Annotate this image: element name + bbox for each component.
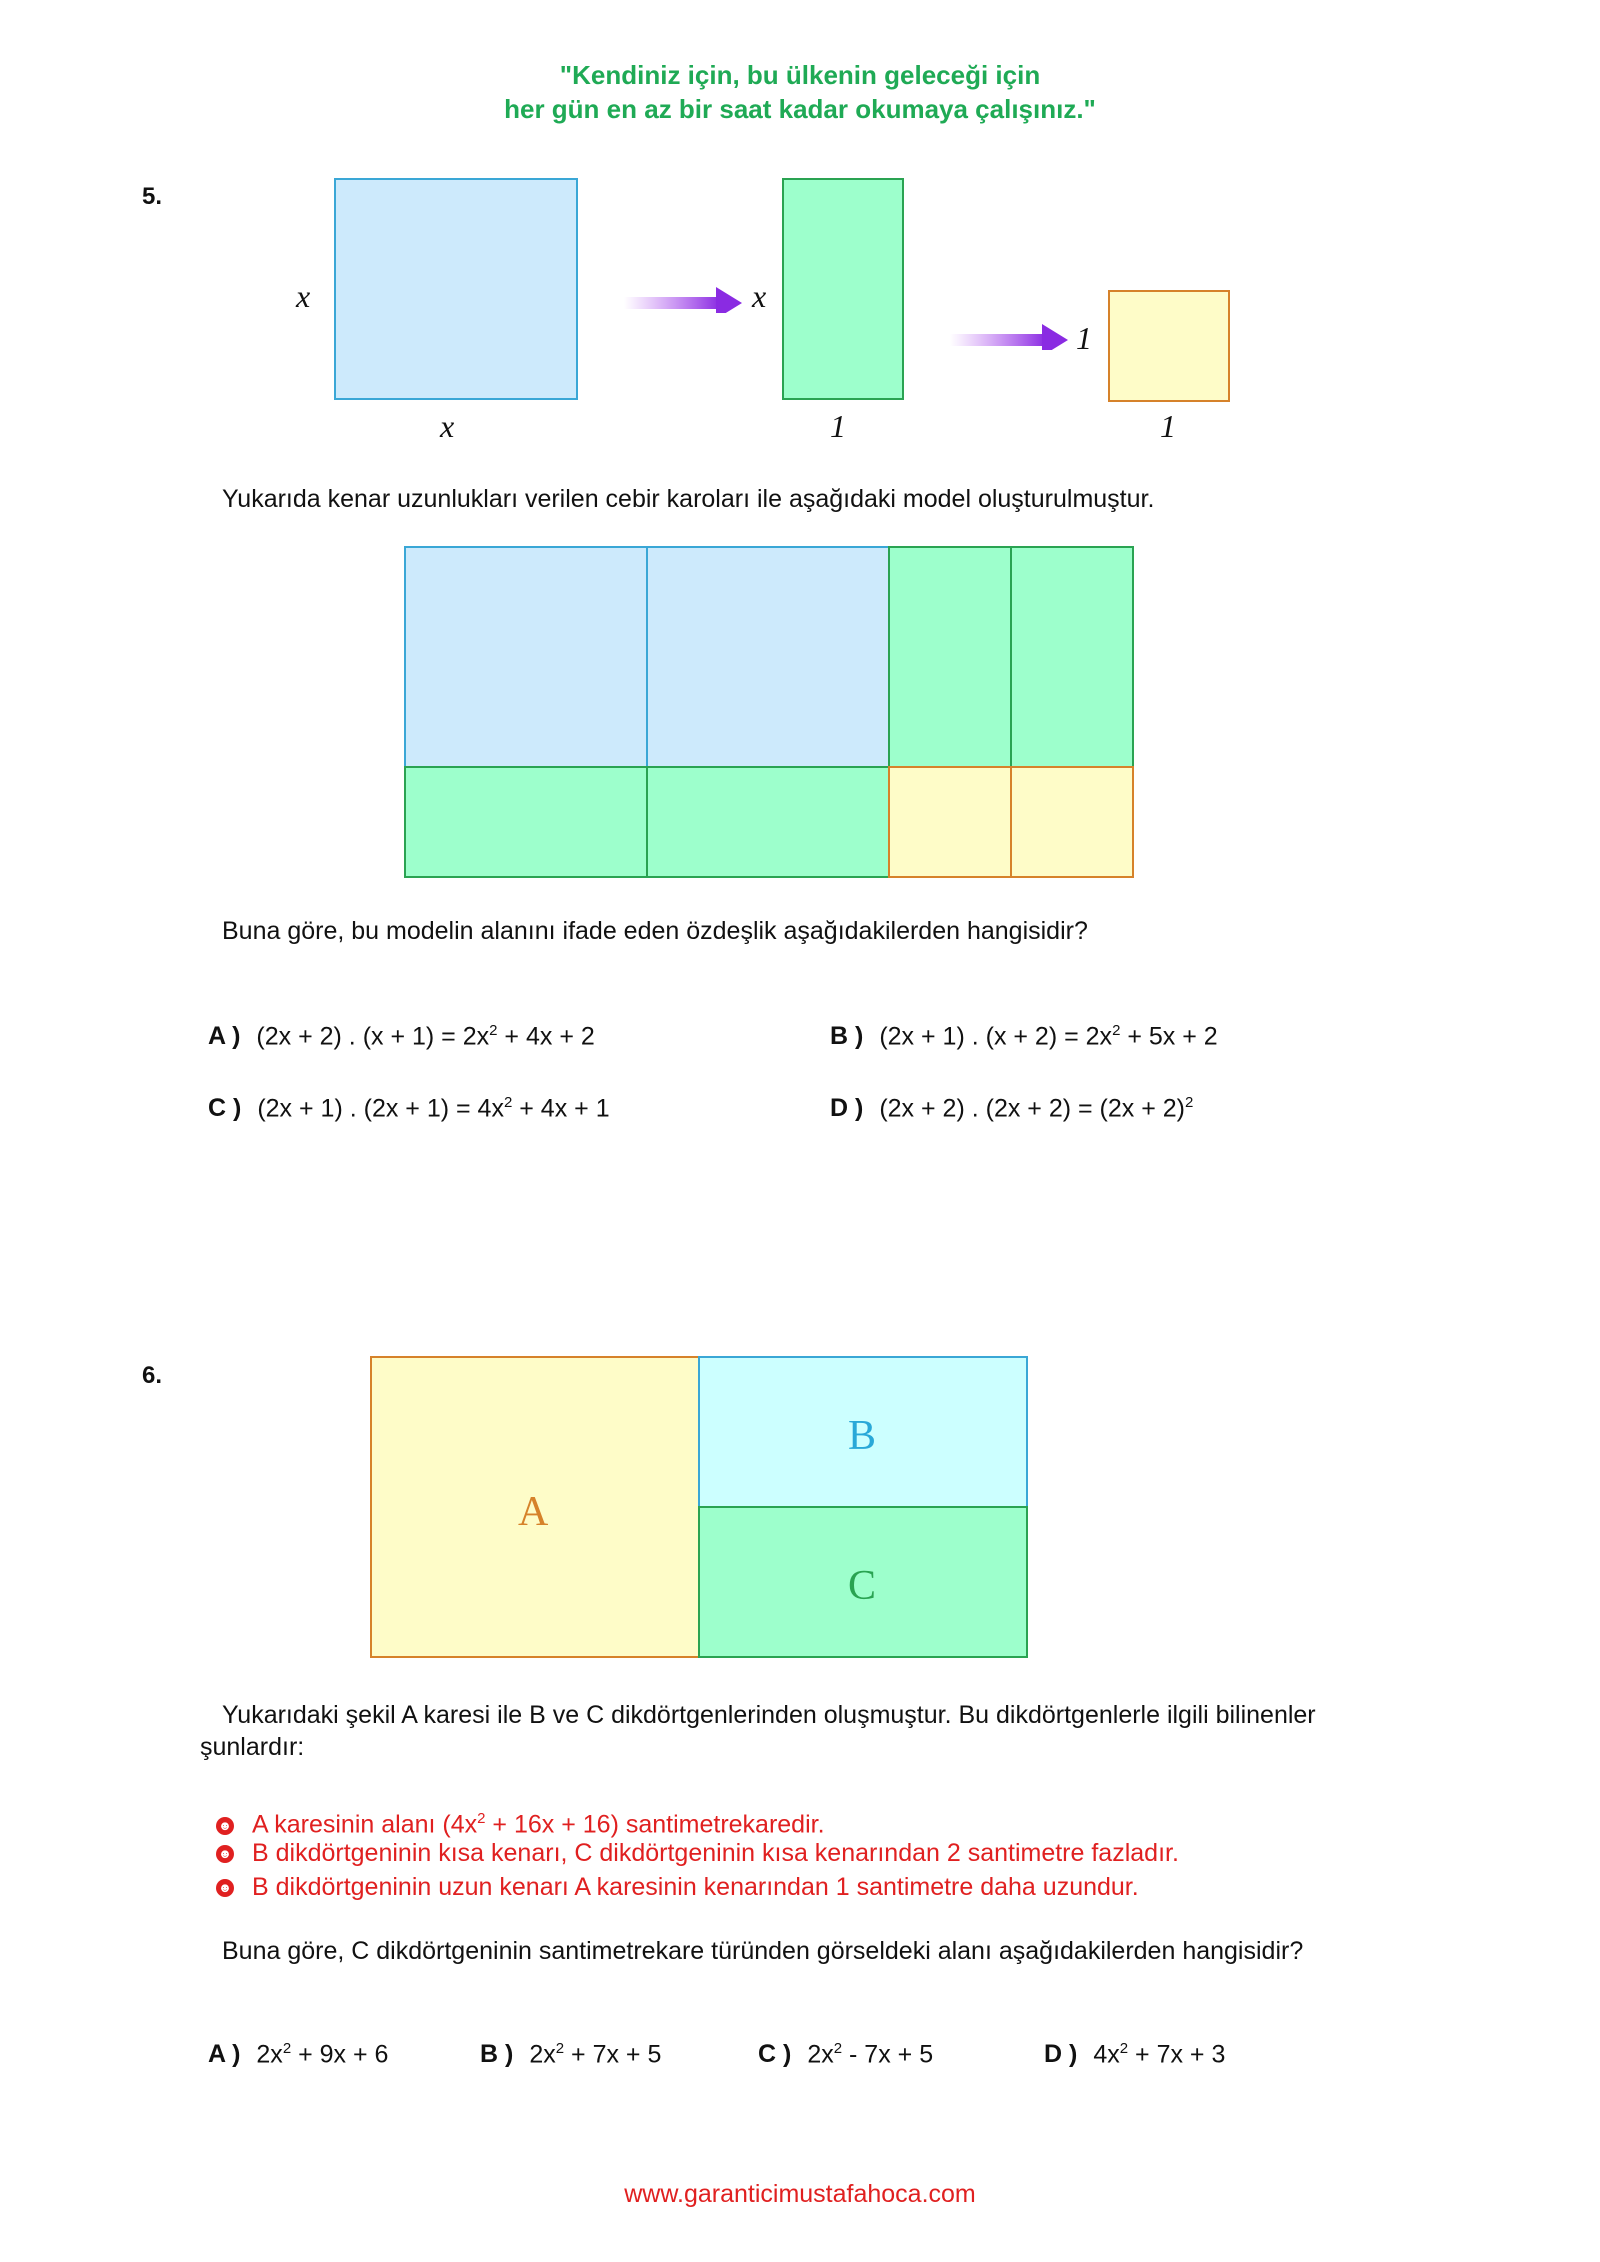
- option-text: + 7x + 3: [1128, 2040, 1226, 2069]
- option-label: C ): [758, 2040, 792, 2069]
- arrow-right-icon: [950, 322, 1070, 350]
- exponent: 2: [1119, 2040, 1129, 2057]
- question-6-intro-line-2: şunlardır:: [200, 1733, 305, 1761]
- option-text: + 4x + 2: [497, 1022, 595, 1051]
- fact-item: [216, 1836, 1179, 1870]
- option-label: A ): [208, 1022, 241, 1051]
- fact-text: + 16x + 16) santimetrekaredir.: [485, 1810, 825, 1839]
- option-text: (2x + 1) . (2x + 1) = 4x: [257, 1094, 504, 1123]
- fact-text: B dikdörtgeninin uzun kenarı A karesinin kenarından 1 santimetre daha uzundur.: [252, 1873, 1139, 1901]
- model-x-tile: [404, 766, 648, 878]
- q5-option-a[interactable]: [208, 1022, 595, 1051]
- question-5-number: 5.: [142, 183, 163, 210]
- x-squared-side-label: x: [296, 278, 311, 314]
- x-tile-side-label: x: [752, 278, 767, 314]
- option-text: 2x: [807, 2040, 834, 2069]
- fact-text: B dikdörtgeninin kısa kenarı, C dikdörtgeninin kısa kenarından 2 santimetre fazladır.: [252, 1839, 1179, 1867]
- q6-option-a[interactable]: [208, 2040, 388, 2069]
- model-x-tile: [1010, 546, 1134, 768]
- quote-line-2: her gün en az bir saat kadar okumaya çalışınız.": [504, 94, 1096, 124]
- exponent: 2: [489, 1022, 498, 1039]
- model-x-squared-tile: [646, 546, 890, 768]
- q5-option-b[interactable]: [830, 1022, 1218, 1051]
- arrow-right-icon: [624, 285, 744, 313]
- option-label: C ): [208, 1094, 242, 1123]
- q6-option-b[interactable]: [480, 2040, 661, 2069]
- q6-option-c[interactable]: [758, 2040, 933, 2069]
- q6-option-d[interactable]: [1044, 2040, 1225, 2069]
- question-6-text: Buna göre, C dikdörtgeninin santimetrekare türünden görseldeki alanı aşağıdakilerden hangisidir?: [222, 1937, 1304, 1965]
- q5-option-d[interactable]: [830, 1094, 1193, 1123]
- model-x-squared-tile: [404, 546, 648, 768]
- q5-option-c[interactable]: [208, 1094, 610, 1123]
- fact-item: [216, 1870, 1139, 1904]
- question-6-number: 6.: [142, 1362, 163, 1389]
- fact-text: A karesinin alanı (4x: [252, 1810, 478, 1839]
- model-x-tile: [646, 766, 890, 878]
- footer-website-link[interactable]: www.garanticimustafahoca.com: [624, 2180, 976, 2208]
- question-5-text: Buna göre, bu modelin alanını ifade eden özdeşlik aşağıdakilerden hangisidir?: [222, 917, 1088, 945]
- option-label: A ): [208, 2040, 241, 2069]
- option-text: + 9x + 6: [291, 2040, 389, 2069]
- option-text: + 4x + 1: [512, 1094, 610, 1123]
- option-text: (2x + 2) . (x + 1) = 2x: [256, 1022, 490, 1051]
- exponent: 2: [503, 1094, 513, 1111]
- model-unit-tile: [888, 766, 1012, 878]
- question-5-intro: Yukarıda kenar uzunlukları verilen cebir karoları ile aşağıdaki model oluşturulmuştur.: [222, 485, 1155, 513]
- option-label: B ): [830, 1022, 864, 1051]
- exponent: 2: [833, 2040, 843, 2057]
- option-text: + 7x + 5: [564, 2040, 662, 2069]
- model-unit-tile: [1010, 766, 1134, 878]
- exponent: 2: [477, 1810, 486, 1827]
- exponent: 2: [1185, 1094, 1194, 1111]
- option-label: D ): [830, 1094, 864, 1123]
- question-6-intro-line-1: Yukarıdaki şekil A karesi ile B ve C dikdörtgenlerinden oluşmuştur. Bu dikdörtgenlerle ilgili bilinenler: [222, 1701, 1316, 1729]
- option-text: 4x: [1093, 2040, 1120, 2069]
- x-squared-tile: [334, 178, 578, 400]
- unit-tile-bottom-label: 1: [1160, 408, 1176, 444]
- x-tile: [782, 178, 904, 400]
- unit-tile-side-label: 1: [1076, 320, 1092, 356]
- option-label: B ): [480, 2040, 514, 2069]
- unit-tile: [1108, 290, 1230, 402]
- option-text: (2x + 1) . (x + 2) = 2x: [879, 1022, 1113, 1051]
- x-squared-bottom-label: x: [440, 408, 455, 444]
- exponent: 2: [282, 2040, 292, 2057]
- option-text: (2x + 2) . (2x + 2) = (2x + 2): [879, 1094, 1186, 1123]
- quote-line-1: "Kendiniz için, bu ülkenin geleceği için: [559, 60, 1041, 90]
- exponent: 2: [555, 2040, 565, 2057]
- label-c: C: [848, 1563, 877, 1609]
- model-x-tile: [888, 546, 1012, 768]
- option-text: - 7x + 5: [842, 2040, 934, 2069]
- smiley-bullet-icon: ☻: [216, 1817, 234, 1835]
- option-label: D ): [1044, 2040, 1078, 2069]
- option-text: 2x: [529, 2040, 556, 2069]
- option-text: 2x: [256, 2040, 283, 2069]
- x-tile-bottom-label: 1: [830, 408, 846, 444]
- exponent: 2: [1112, 1022, 1121, 1039]
- label-b: B: [848, 1413, 877, 1459]
- smiley-bullet-icon: ☻: [216, 1845, 234, 1863]
- option-text: + 5x + 2: [1120, 1022, 1218, 1051]
- smiley-bullet-icon: ☻: [216, 1879, 234, 1897]
- label-a: A: [518, 1489, 549, 1535]
